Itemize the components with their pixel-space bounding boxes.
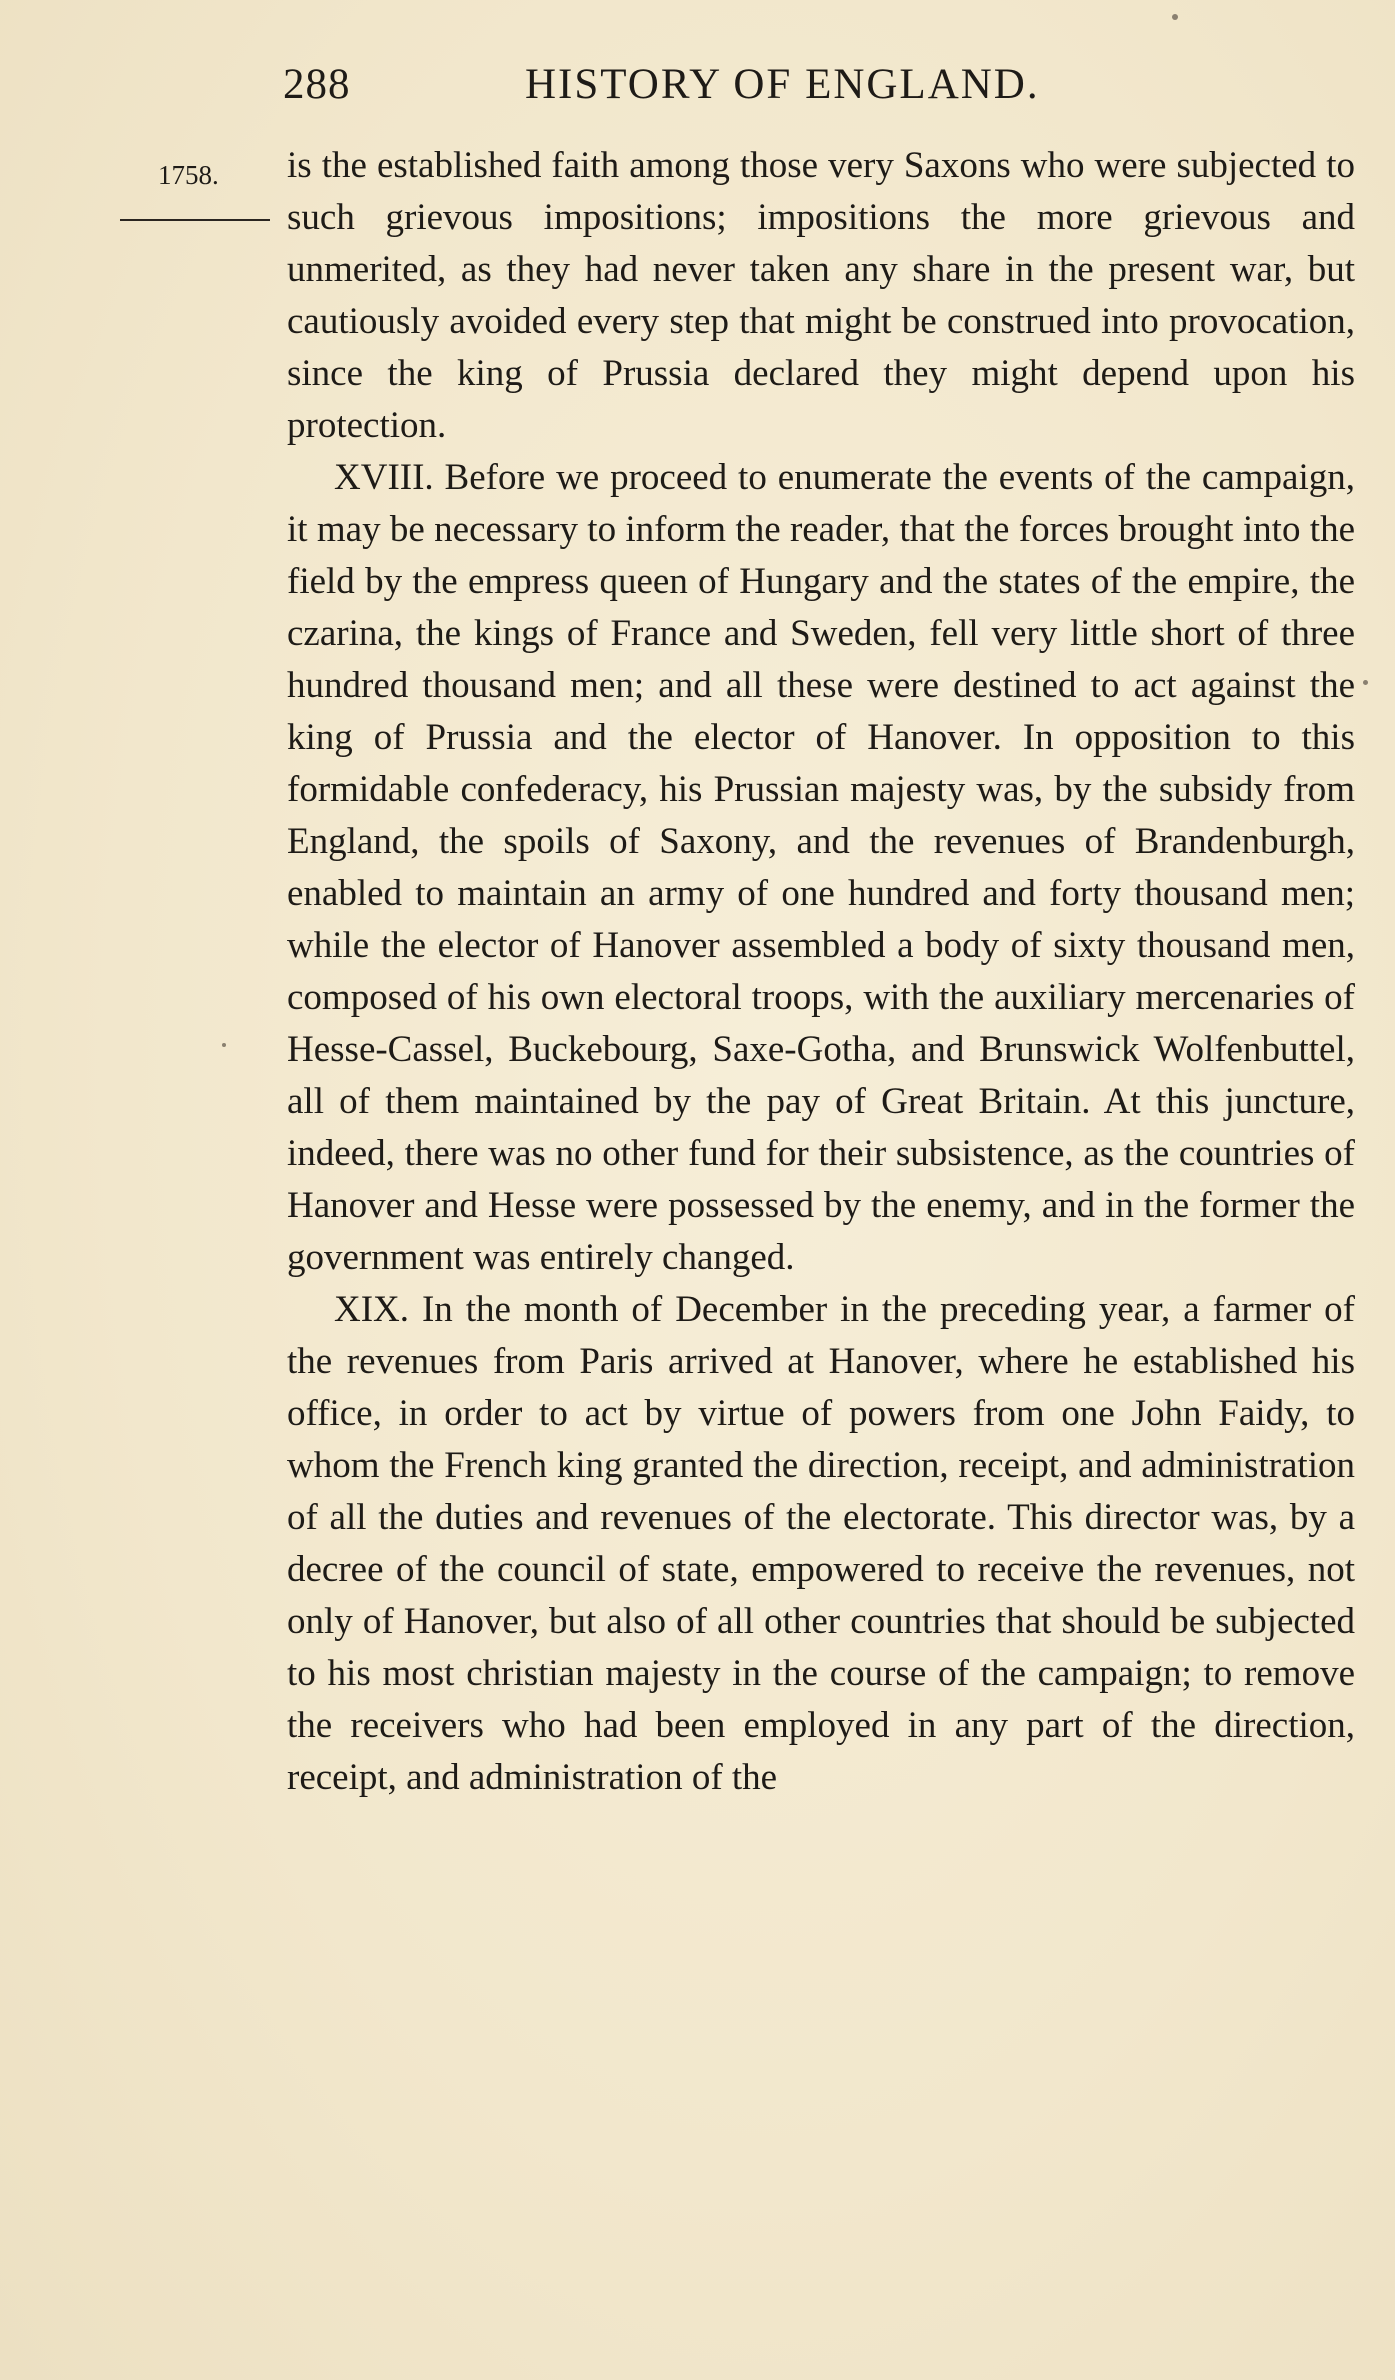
- paper-speck: [1363, 680, 1368, 685]
- body-text: [287, 140, 1355, 1804]
- paragraph-xix: XIX. In the month of December in the preceding year, a farmer of the revenues from Paris arrived at Hanover, where he established his office, in order to act by virtue of powers from one John Faidy, to whom the French king granted the direction, receipt, and administration of all the duties and revenues of the electorate. This director was, by a decree of the council of state, empowered to receive the revenues, not only of Hanover, but also of all other countries that should be subjected to his most christian majesty in the course of the campaign; to remove the receivers who had been employed in any part of the direction, receipt, and administration of the: [287, 1289, 1355, 1798]
- running-title: HISTORY OF ENGLAND.: [525, 61, 1040, 108]
- page-header: [283, 60, 1123, 120]
- page-number: 288: [283, 61, 351, 108]
- paragraph-xviii: XVIII. Before we proceed to enumerate the events of the campaign, it may be necessary to inform the reader, that the forces brought into the field by the empress queen of Hungary and the states of the empire, the czarina, the kings of France and Sweden, fell very little short of three hundred thousand men; and all these were destined to act against the king of Prussia and the elector of Hanover. In opposition to this formidable confederacy, his Prussian majesty was, by the subsidy from England, the spoils of Saxony, and the revenues of Brandenburgh, enabled to maintain an army of one hundred and forty thousand men; while the elector of Hanover assembled a body of sixty thousand men, composed of his own electoral troops, with the auxiliary mercenaries of Hesse-Cassel, Buckebourg, Saxe-Gotha, and Brunswick Wolfenbuttel, all of them maintained by the pay of Great Britain. At this juncture, indeed, there was no other fund for their subsistence, as the countries of Hanover and Hesse were possessed by the enemy, and in the former the government was entirely changed.: [287, 457, 1355, 1278]
- paragraph-continuation: is the established faith among those very Saxons who were subjected to such grievous impositions; impositions the more grievous and unmerited, as they had never taken any share in the present war, but cautiously avoided every step that might be construed into provocation, since the king of Prussia declared they might depend upon his protection.: [287, 145, 1355, 446]
- paper-speck: [222, 1043, 226, 1047]
- margin-year-note: 1758.: [158, 160, 219, 190]
- paper-speck: [1172, 14, 1178, 20]
- margin-rule: [120, 219, 270, 221]
